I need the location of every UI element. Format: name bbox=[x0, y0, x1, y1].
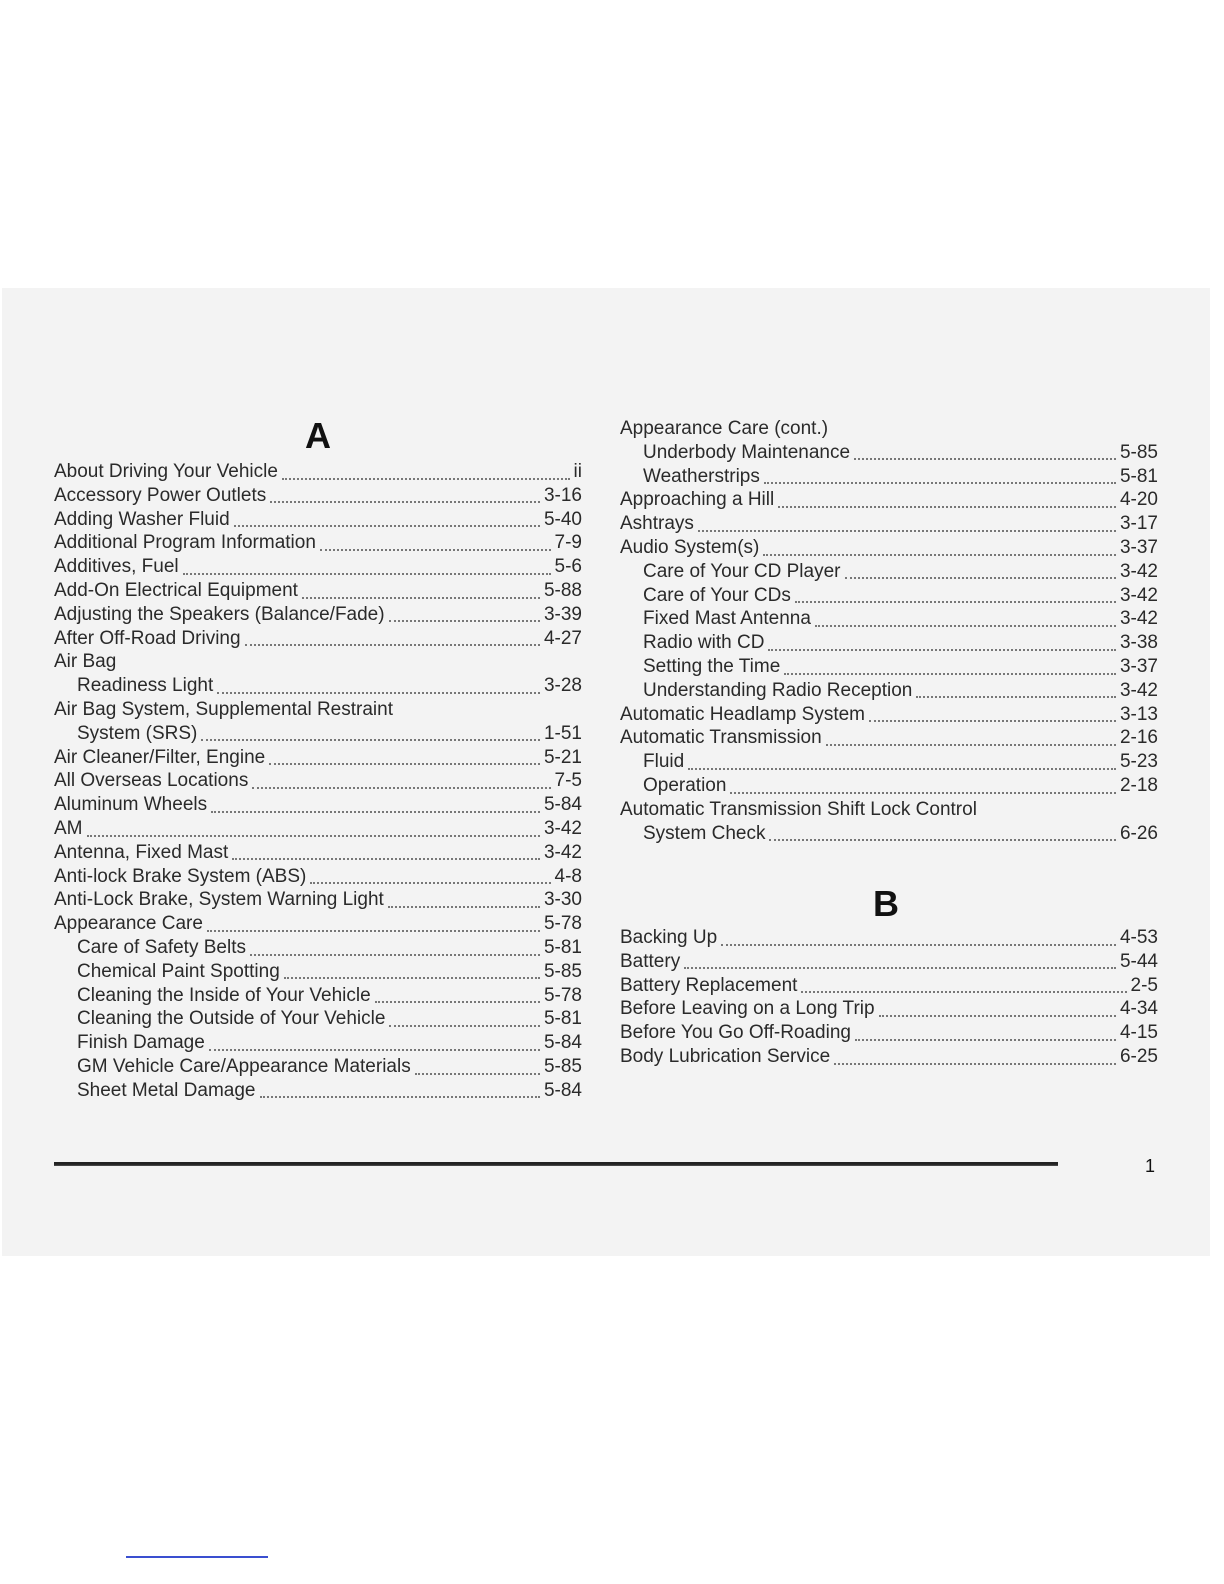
index-entry-page: 5-85 bbox=[543, 1056, 582, 1077]
dot-leader bbox=[768, 648, 1116, 651]
dot-leader bbox=[688, 767, 1116, 770]
dot-leader bbox=[684, 966, 1116, 969]
index-entry bbox=[620, 488, 1158, 512]
index-entry-page: 3-28 bbox=[543, 675, 582, 697]
index-entry bbox=[54, 912, 582, 936]
index-entry-page: 3-39 bbox=[543, 603, 582, 625]
index-entry-page: 3-30 bbox=[543, 889, 582, 911]
index-entry-label: Radio with CD bbox=[643, 632, 765, 654]
index-entry-label: System (SRS) bbox=[77, 722, 198, 744]
index-entry-label: Air Bag bbox=[54, 651, 117, 673]
index-entry bbox=[77, 1031, 582, 1055]
index-entry-label: Care of Your CD Player bbox=[643, 560, 841, 582]
index-entry-page: 3-13 bbox=[1119, 703, 1158, 725]
dot-leader bbox=[245, 643, 540, 646]
index-entry-page: 3-38 bbox=[1119, 632, 1158, 654]
index-entry bbox=[77, 674, 582, 698]
dot-leader bbox=[730, 791, 1116, 794]
index-entry-page: 4-27 bbox=[543, 627, 582, 649]
index-entry bbox=[54, 650, 582, 674]
dot-leader bbox=[310, 881, 550, 884]
dot-leader bbox=[284, 976, 540, 979]
index-entry-label: Anti-Lock Brake, System Warning Light bbox=[54, 889, 384, 911]
dot-leader bbox=[855, 1038, 1116, 1041]
index-entry-page: 2-16 bbox=[1119, 727, 1158, 749]
bottom-link-underline bbox=[126, 1556, 268, 1558]
index-entry bbox=[620, 512, 1158, 536]
dot-leader bbox=[320, 548, 551, 551]
index-entry-label: Anti-lock Brake System (ABS) bbox=[54, 865, 307, 887]
dot-leader bbox=[826, 743, 1116, 746]
index-entry-page: 4-8 bbox=[554, 865, 582, 887]
index-entry-label: Audio System(s) bbox=[620, 537, 760, 558]
index-entry bbox=[77, 936, 582, 960]
index-entry-page: 3-16 bbox=[543, 484, 582, 506]
dot-leader bbox=[207, 929, 540, 932]
index-entry-label: Care of Safety Belts bbox=[77, 937, 246, 958]
dot-leader bbox=[269, 762, 540, 765]
index-entry-label: Fixed Mast Antenna bbox=[643, 608, 811, 630]
index-entry-label: Adding Washer Fluid bbox=[54, 508, 230, 530]
index-entry-label: Ashtrays bbox=[620, 513, 694, 535]
index-entry-label: Automatic Transmission Shift Lock Control bbox=[620, 798, 977, 820]
index-entry-label: Add-On Electrical Equipment bbox=[54, 580, 298, 601]
index-entry-page: 4-53 bbox=[1119, 927, 1158, 948]
dot-leader bbox=[415, 1072, 540, 1075]
index-entry-label: Chemical Paint Spotting bbox=[77, 960, 280, 982]
index-entry bbox=[54, 627, 582, 651]
index-entry bbox=[54, 531, 582, 555]
index-entry-label: Setting the Time bbox=[643, 656, 781, 677]
index-entry-page: 5-81 bbox=[543, 937, 582, 958]
index-entry-label: Finish Damage bbox=[77, 1032, 205, 1054]
dot-leader bbox=[252, 786, 550, 789]
index-entry bbox=[54, 460, 582, 484]
index-entry-label: Air Cleaner/Filter, Engine bbox=[54, 746, 266, 768]
index-entry bbox=[620, 703, 1158, 727]
index-entry-label: Before Leaving on a Long Trip bbox=[620, 998, 875, 1020]
index-entry-label: Additives, Fuel bbox=[54, 556, 179, 578]
dot-leader bbox=[721, 943, 1116, 946]
index-entry-page: 7-9 bbox=[554, 532, 582, 554]
dot-leader bbox=[845, 576, 1116, 579]
index-entry-page: 5-81 bbox=[1119, 465, 1158, 487]
index-entry-label: Understanding Radio Reception bbox=[643, 679, 913, 701]
index-entry-page: 6-26 bbox=[1119, 822, 1158, 844]
dot-leader bbox=[260, 1095, 540, 1098]
dot-leader bbox=[209, 1048, 540, 1051]
index-entry-page: 5-78 bbox=[543, 984, 582, 1006]
index-entry bbox=[54, 769, 582, 793]
index-entry-page: 5-21 bbox=[543, 746, 582, 768]
index-entry bbox=[77, 1007, 582, 1031]
index-entry-page: 7-5 bbox=[554, 770, 582, 792]
index-entry-label: Automatic Transmission bbox=[620, 727, 822, 749]
dot-leader bbox=[250, 953, 540, 956]
index-page bbox=[2, 288, 1210, 1256]
index-entry-label: Weatherstrips bbox=[643, 465, 760, 487]
index-entry bbox=[77, 984, 582, 1008]
index-entry-label: Operation bbox=[643, 775, 727, 796]
dot-leader bbox=[211, 810, 540, 813]
index-entry bbox=[620, 798, 1158, 822]
dot-leader bbox=[375, 1000, 540, 1003]
index-entry bbox=[77, 960, 582, 984]
dot-leader bbox=[388, 905, 540, 908]
index-entry-label: GM Vehicle Care/Appearance Materials bbox=[77, 1056, 411, 1077]
dot-leader bbox=[234, 524, 540, 527]
index-entry-page: 3-37 bbox=[1119, 656, 1158, 677]
index-entry-page: 5-85 bbox=[543, 960, 582, 982]
dot-leader bbox=[769, 838, 1115, 841]
index-entry-label: Cleaning the Outside of Your Vehicle bbox=[77, 1008, 386, 1030]
index-entry-label: Underbody Maintenance bbox=[643, 441, 851, 463]
dot-leader bbox=[778, 505, 1116, 508]
index-entry bbox=[643, 607, 1158, 631]
dot-leader bbox=[302, 596, 540, 599]
index-entry bbox=[643, 441, 1158, 465]
index-entry bbox=[643, 465, 1158, 489]
dot-leader bbox=[201, 738, 540, 741]
index-entry bbox=[54, 865, 582, 889]
index-entry-label: About Driving Your Vehicle bbox=[54, 461, 278, 482]
index-entry-label: System Check bbox=[643, 822, 766, 844]
index-entry bbox=[77, 722, 582, 746]
dot-leader bbox=[698, 529, 1116, 532]
dot-leader bbox=[389, 1024, 540, 1027]
index-entry-label: Adjusting the Speakers (Balance/Fade) bbox=[54, 603, 385, 625]
section-letter-a: A bbox=[305, 415, 331, 456]
dot-leader bbox=[879, 1014, 1116, 1017]
index-entry-page: 3-42 bbox=[1119, 584, 1158, 606]
index-entry-page: 4-34 bbox=[1119, 998, 1158, 1020]
index-entry-page: 5-84 bbox=[543, 794, 582, 816]
index-entry bbox=[620, 1021, 1158, 1045]
index-entry-label: After Off-Road Driving bbox=[54, 627, 241, 649]
dot-leader bbox=[183, 572, 551, 575]
index-entry bbox=[643, 631, 1158, 655]
index-entry-page: 5-40 bbox=[543, 508, 582, 530]
index-entry bbox=[643, 774, 1158, 798]
index-entry-page: 4-20 bbox=[1119, 489, 1158, 511]
index-entry bbox=[54, 888, 582, 912]
index-entry-label: Approaching a Hill bbox=[620, 489, 775, 511]
index-entry bbox=[620, 950, 1158, 974]
index-entry bbox=[620, 926, 1158, 950]
index-entry bbox=[620, 417, 1158, 441]
index-entry bbox=[54, 817, 582, 841]
dot-leader bbox=[801, 990, 1126, 993]
index-entry bbox=[643, 750, 1158, 774]
index-entry bbox=[54, 579, 582, 603]
index-entry-label: All Overseas Locations bbox=[54, 770, 249, 792]
index-entry-label: AM bbox=[54, 818, 83, 839]
dot-leader bbox=[916, 695, 1116, 698]
index-entry-page: 3-37 bbox=[1119, 537, 1158, 558]
index-entry-label: Care of Your CDs bbox=[643, 584, 791, 606]
page-number: 1 bbox=[1145, 1156, 1156, 1176]
index-entry bbox=[54, 841, 582, 865]
index-entry-page: 2-5 bbox=[1130, 974, 1158, 996]
index-entry-page: 1-51 bbox=[543, 722, 582, 744]
index-entry bbox=[54, 793, 582, 817]
index-entry-label: Sheet Metal Damage bbox=[77, 1079, 256, 1101]
index-entry-label: Air Bag System, Supplemental Restraint bbox=[54, 699, 393, 720]
dot-leader bbox=[834, 1062, 1116, 1065]
index-entry-page: 5-85 bbox=[1119, 441, 1158, 463]
dot-leader bbox=[87, 834, 540, 837]
index-entry-label: Aluminum Wheels bbox=[54, 794, 208, 816]
index-entry-page: 2-18 bbox=[1119, 775, 1158, 796]
index-entry-label: Readiness Light bbox=[77, 675, 214, 697]
index-entry-page: 5-23 bbox=[1119, 751, 1158, 773]
dot-leader bbox=[815, 624, 1116, 627]
index-entry bbox=[643, 822, 1158, 846]
dot-leader bbox=[854, 457, 1116, 460]
index-entry bbox=[620, 974, 1158, 998]
index-entry-page: 3-42 bbox=[543, 818, 582, 839]
index-entry bbox=[620, 536, 1158, 560]
dot-leader bbox=[784, 672, 1116, 675]
index-entry bbox=[620, 1045, 1158, 1069]
index-entry-label: Cleaning the Inside of Your Vehicle bbox=[77, 984, 371, 1006]
index-entry bbox=[77, 1055, 582, 1079]
index-entry-page: 5-81 bbox=[543, 1008, 582, 1030]
index-entry bbox=[54, 698, 582, 722]
index-entry bbox=[643, 560, 1158, 584]
dot-leader bbox=[763, 553, 1116, 556]
index-entry-label: Backing Up bbox=[620, 927, 718, 948]
index-entry-label: Automatic Headlamp System bbox=[620, 703, 865, 725]
index-entry-page: 3-17 bbox=[1119, 513, 1158, 535]
index-entry bbox=[54, 555, 582, 579]
index-entry bbox=[54, 484, 582, 508]
dot-leader bbox=[869, 719, 1116, 722]
dot-leader bbox=[232, 857, 540, 860]
index-entry-label: Additional Program Information bbox=[54, 532, 316, 554]
index-entry bbox=[620, 997, 1158, 1021]
index-entry-page: 5-78 bbox=[543, 913, 582, 935]
index-entry-page: 5-44 bbox=[1119, 950, 1158, 972]
index-entry bbox=[643, 584, 1158, 608]
index-entry-page: 6-25 bbox=[1119, 1046, 1158, 1067]
index-entry bbox=[77, 1079, 582, 1103]
index-entry bbox=[643, 655, 1158, 679]
index-entry-label: Before You Go Off-Roading bbox=[620, 1022, 851, 1044]
footer-rule bbox=[54, 1162, 1058, 1166]
index-entry-page: 5-84 bbox=[543, 1079, 582, 1101]
index-entry-label: Accessory Power Outlets bbox=[54, 484, 267, 506]
dot-leader bbox=[282, 477, 570, 480]
index-entry-page: 3-42 bbox=[1119, 608, 1158, 630]
index-entry-page: 3-42 bbox=[543, 841, 582, 863]
index-entry-label: Fluid bbox=[643, 751, 685, 773]
index-entry-label: Appearance Care bbox=[54, 913, 203, 935]
index-entry-label: Battery bbox=[620, 950, 681, 972]
index-entry-page: 5-88 bbox=[543, 580, 582, 601]
index-entry bbox=[54, 508, 582, 532]
index-entry-page: 3-42 bbox=[1119, 560, 1158, 582]
index-entry bbox=[620, 726, 1158, 750]
index-entry-page: ii bbox=[573, 461, 582, 482]
dot-leader bbox=[795, 600, 1116, 603]
section-letter-b: B bbox=[873, 883, 899, 924]
dot-leader bbox=[217, 691, 540, 694]
dot-leader bbox=[764, 481, 1116, 484]
index-entry-page: 5-84 bbox=[543, 1032, 582, 1054]
index-entry-label: Appearance Care (cont.) bbox=[620, 418, 829, 439]
index-entry-page: 3-42 bbox=[1119, 679, 1158, 701]
index-entry bbox=[54, 603, 582, 627]
index-entry-page: 4-15 bbox=[1119, 1022, 1158, 1044]
index-entry-label: Antenna, Fixed Mast bbox=[54, 841, 229, 863]
index-entry bbox=[643, 679, 1158, 703]
index-entry-label: Body Lubrication Service bbox=[620, 1046, 831, 1067]
dot-leader bbox=[270, 500, 540, 503]
dot-leader bbox=[389, 619, 540, 622]
index-entry-label: Battery Replacement bbox=[620, 974, 798, 996]
index-entry-page: 5-6 bbox=[554, 556, 582, 578]
index-entry bbox=[54, 746, 582, 770]
